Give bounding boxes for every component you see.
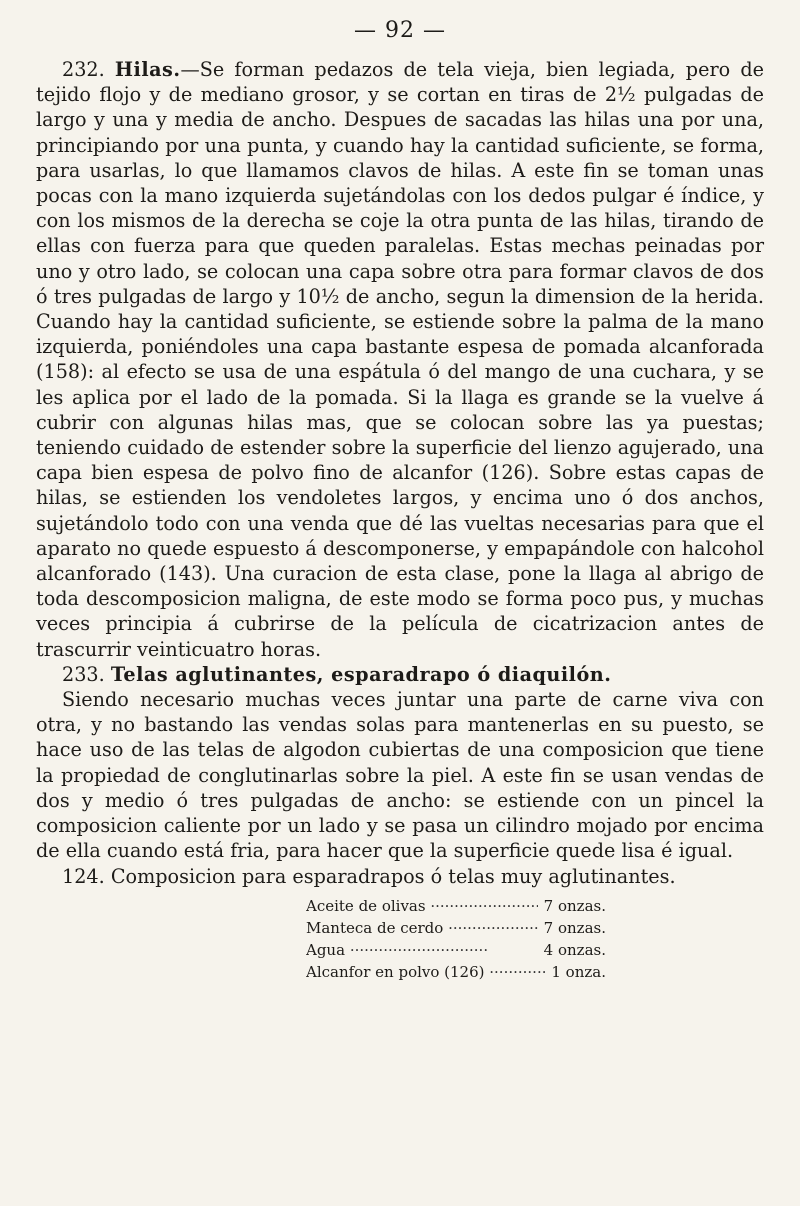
ingredient-quantity: 4 onzas.	[543, 940, 606, 959]
ingredient-name: Aceite de olivas ·····	[306, 895, 538, 917]
entry-heading: Telas aglutinantes, esparadrapo ó diaquilón.	[110, 662, 612, 686]
recipe-row	[306, 939, 606, 961]
recipe-row	[306, 917, 606, 939]
entry-text: Composicion para esparadrapos ó telas muy aglutinantes.	[110, 864, 676, 888]
entry-232	[36, 57, 764, 662]
ingredient-quantity: 1 onza.	[551, 962, 606, 981]
entry-text: —Se forman pedazos de tela vieja, bien legiada, pero de tejido flojo y de mediano grosor, y se cortan en tiras de 2½ pulgadas de largo y una y media de ancho. Despues de sacadas las hilas una por una, principiando por una punta, y cuando hay la cantidad suficiente, se forma, para usarlas, lo que llamamos clavos de hilas. A este fin se toman unas pocas con la mano izquierda sujetándolas con los dedos pulgar é índice, y con los mismos de la derecha se coje la otra punta de las hilas, tirando de ellas con fuerza para que queden paralelas. Estas mechas peinadas por uno y otro lado, se colocan una capa sobre otra para formar clavos de dos ó tres pulgadas de largo y 10½ de ancho, segun la dimension de la herida. Cuando hay la cantidad suficiente, se estiende sobre la palma de la mano izquierda, poniéndoles una capa bastante espesa de pomada alcanforada (158): al efecto se usa de una espátula ó del mango de una cuchara, y se les aplica por el lado de la pomada. Si la llaga es grande se la vuelve á cubrir con algunas hilas mas, que se colocan sobre las ya puestas; teniendo cuidado de estender sobre la superficie del lienzo agujerado, una capa bien espesa de polvo fino de alcanfor (126). Sobre estas capas de hilas, se estienden los vendoletes largos, y encima uno ó dos anchos, sujetándolo todo con una venda que dé las vueltas necesarias para que el aparato no quede espuesto á descomponerse, y empapándole con halcohol alcanforado (143). Una curacion de esta clase, pone la llaga al abrigo de toda descomposicion maligna, de este modo se forma poco pus, y muchas veces principia á cubrirse de la película de cicatrizacion antes de trascurrir veinticuatro horas.	[36, 58, 764, 661]
entry-number: 124.	[62, 864, 105, 888]
ingredient-name: Alcanfor en polvo (126) ·····	[306, 961, 545, 983]
recipe-list	[306, 895, 606, 983]
recipe-row	[306, 961, 606, 983]
entry-heading: Hilas.	[114, 58, 181, 81]
page-body	[36, 57, 764, 983]
entry-number: 233.	[62, 662, 105, 686]
page-number: — 92 —	[354, 18, 446, 43]
ingredient-quantity: 7 onzas.	[543, 896, 606, 915]
recipe-row	[306, 895, 606, 917]
entry-233-heading	[36, 662, 764, 687]
ingredient-name: Manteca de cerdo ·····	[306, 917, 538, 939]
entry-124	[36, 864, 764, 889]
entry-number: 232.	[62, 58, 105, 81]
ingredient-quantity: 7 onzas.	[543, 918, 606, 937]
ingredient-name: Agua ·····	[306, 939, 538, 961]
entry-233-body: Siendo necesario muchas veces juntar una parte de carne viva con otra, y no bastando las vendas solas para mantenerlas en su puesto, se hace uso de las telas de algodon cubiertas de una composicion que tiene la propiedad de conglutinarlas sobre la piel. A este fin se usan vendas de dos y medio ó tres pulgadas de ancho: se estiende con un pincel la composicion caliente por un lado y se pasa un cilindro mojado por encima de ella cuando está fria, para hacer que la superficie quede lisa é igual.	[36, 688, 764, 863]
